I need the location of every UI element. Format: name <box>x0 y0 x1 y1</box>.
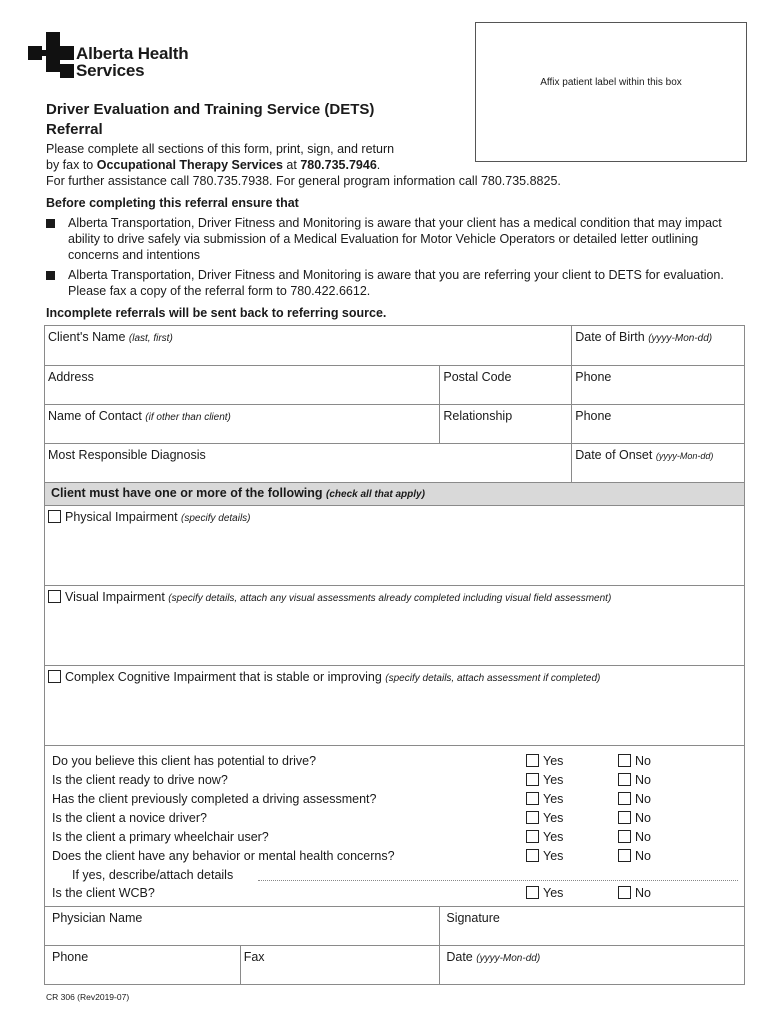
before-completing-heading: Before completing this referral ensure that <box>46 196 299 210</box>
yes-checkbox[interactable] <box>526 849 539 862</box>
logo-line-2: Services <box>76 61 145 80</box>
ot-services-name: Occupational Therapy Services <box>96 158 283 172</box>
incomplete-note: Incomplete referrals will be sent back to referring source. <box>46 306 387 320</box>
yes-checkbox[interactable] <box>526 830 539 843</box>
date-field[interactable]: Date (yyyy-Mon-dd) <box>440 946 745 985</box>
yes-checkbox[interactable] <box>526 754 539 767</box>
no-option[interactable]: No <box>618 885 651 901</box>
referral-form-table <box>44 325 745 985</box>
question-row: Has the client previously completed a driving assessment? Yes No <box>52 792 651 806</box>
cognitive-impairment-checkbox[interactable] <box>48 670 61 683</box>
physician-name-field[interactable]: Physician Name <box>45 907 440 946</box>
no-option[interactable]: No <box>618 753 651 769</box>
no-checkbox[interactable] <box>618 849 631 862</box>
no-checkbox[interactable] <box>618 773 631 786</box>
contact-phone-field[interactable]: Phone <box>572 405 745 444</box>
visual-impairment-field[interactable]: Visual Impairment (specify details, attach any visual assessments already completed including visual field assessment) <box>45 586 745 666</box>
question-row: Is the client ready to drive now? Yes No <box>52 773 651 787</box>
yes-option[interactable]: Yes <box>526 791 563 807</box>
form-title-line-2: Referral <box>46 121 103 138</box>
bullet-square-icon <box>46 271 55 280</box>
physician-fax-field[interactable]: Fax <box>240 946 440 985</box>
impairment-heading: Client must have one or more of the following (check all that apply) <box>45 483 745 506</box>
no-option[interactable]: No <box>618 772 651 788</box>
no-checkbox[interactable] <box>618 886 631 899</box>
intro-line-1: Please complete all sections of this form, print, sign, and return <box>46 142 395 156</box>
yes-no-questions <box>45 746 745 907</box>
intro-line-3: For further assistance call 780.735.7938. For general program information call 780.735.8825. <box>46 174 561 188</box>
diagnosis-field[interactable]: Most Responsible Diagnosis <box>45 444 572 483</box>
intro-text <box>46 141 746 189</box>
phone-field[interactable]: Phone <box>572 366 745 405</box>
question-row: Is the client a novice driver? Yes No <box>52 811 651 825</box>
no-checkbox[interactable] <box>618 830 631 843</box>
yes-option[interactable]: Yes <box>526 885 563 901</box>
bullet-item-2: Alberta Transportation, Driver Fitness and Monitoring is aware that you are referring your client to DETS for evaluation. Please fax a copy of the referral form to 780.422.6612. <box>46 267 746 299</box>
wcb-question-row: Is the client WCB? Yes No <box>52 886 651 900</box>
question-row: Do you believe this client has potential to drive? Yes No <box>52 754 651 768</box>
no-option[interactable]: No <box>618 848 651 864</box>
yes-option[interactable]: Yes <box>526 772 563 788</box>
details-input-line[interactable] <box>258 880 738 881</box>
intro-line-2: by fax to Occupational Therapy Services at 780.735.7946. <box>46 158 381 172</box>
cognitive-impairment-field[interactable]: Complex Cognitive Impairment that is stable or improving (specify details, attach assessment if completed) <box>45 666 745 746</box>
yes-option[interactable]: Yes <box>526 848 563 864</box>
no-option[interactable]: No <box>618 829 651 845</box>
patient-label-text: Affix patient label within this box <box>540 77 682 88</box>
address-field[interactable]: Address <box>45 366 440 405</box>
no-option[interactable]: No <box>618 791 651 807</box>
form-title <box>46 100 374 140</box>
no-checkbox[interactable] <box>618 754 631 767</box>
physical-impairment-field[interactable]: Physical Impairment (specify details) <box>45 506 745 586</box>
yes-option[interactable]: Yes <box>526 810 563 826</box>
form-code: CR 306 (Rev2019-07) <box>46 992 130 1002</box>
if-yes-details-row <box>48 866 741 884</box>
signature-field[interactable]: Signature <box>440 907 745 946</box>
ot-fax-number: 780.735.7946 <box>300 158 377 172</box>
contact-name-field[interactable]: Name of Contact (if other than client) <box>45 405 440 444</box>
no-option[interactable]: No <box>618 810 651 826</box>
form-title-line-1: Driver Evaluation and Training Service (DETS) <box>46 101 375 118</box>
if-yes-label: If yes, describe/attach details <box>72 868 234 882</box>
yes-checkbox[interactable] <box>526 792 539 805</box>
client-name-field[interactable]: Client's Name (last, first) <box>45 326 572 366</box>
yes-option[interactable]: Yes <box>526 753 563 769</box>
question-row: Is the client a primary wheelchair user? Yes No <box>52 830 651 844</box>
visual-impairment-checkbox[interactable] <box>48 590 61 603</box>
question-row: Does the client have any behavior or mental health concerns? Yes No <box>52 849 651 863</box>
relationship-field[interactable]: Relationship <box>440 405 572 444</box>
physician-phone-field[interactable]: Phone <box>45 946 241 985</box>
bullet-square-icon <box>46 219 55 228</box>
onset-field[interactable]: Date of Onset (yyyy-Mon-dd) <box>572 444 745 483</box>
yes-checkbox[interactable] <box>526 811 539 824</box>
no-checkbox[interactable] <box>618 792 631 805</box>
yes-checkbox[interactable] <box>526 886 539 899</box>
dob-field[interactable]: Date of Birth (yyyy-Mon-dd) <box>572 326 745 366</box>
no-checkbox[interactable] <box>618 811 631 824</box>
yes-option[interactable]: Yes <box>526 829 563 845</box>
physical-impairment-checkbox[interactable] <box>48 510 61 523</box>
logo-line-1: Alberta Health <box>76 44 189 63</box>
bullet-item-1: Alberta Transportation, Driver Fitness and Monitoring is aware that your client has a medical condition that may impact ability to drive safely via submission of a Medical Evaluation for Motor Vehicle Operators or detailed letter outlining concerns and intentions <box>46 215 746 263</box>
yes-checkbox[interactable] <box>526 773 539 786</box>
postal-code-field[interactable]: Postal Code <box>440 366 572 405</box>
organization-name <box>76 45 188 79</box>
